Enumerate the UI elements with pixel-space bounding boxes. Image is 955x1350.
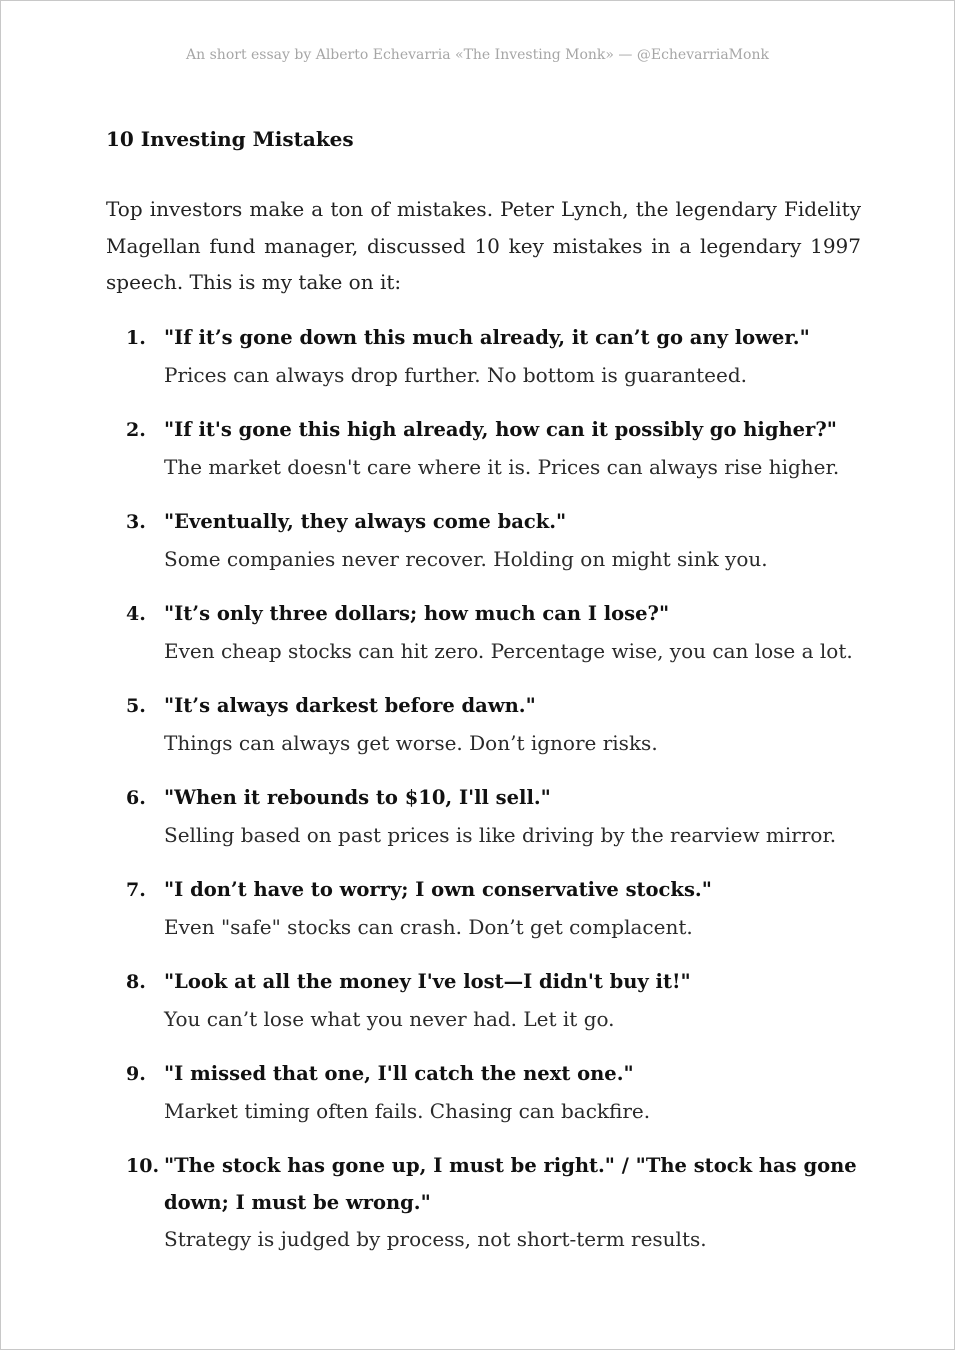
mistake-quote: "If it's gone this high already, how can it possibly go higher?"	[164, 418, 837, 441]
mistake-item-5	[106, 688, 866, 761]
mistake-item-6	[106, 780, 866, 853]
mistake-number: 8.	[126, 971, 146, 993]
mistakes-list	[106, 320, 866, 1277]
document-title: 10 Investing Mistakes	[106, 127, 354, 151]
mistake-number: 3.	[126, 511, 146, 533]
mistake-note: Even cheap stocks can hit zero. Percentage wise, you can lose a lot.	[164, 638, 853, 663]
mistake-number: 7.	[126, 879, 146, 901]
mistake-quote: "I don’t have to worry; I own conservative stocks."	[164, 878, 712, 901]
mistake-number: 1.	[126, 327, 146, 349]
mistake-item-7	[106, 872, 866, 945]
mistake-item-2	[106, 412, 866, 485]
mistake-number: 2.	[126, 419, 146, 441]
mistake-number: 5.	[126, 695, 146, 717]
mistake-number: 9.	[126, 1063, 146, 1085]
intro-paragraph: Top investors make a ton of mistakes. Peter Lynch, the legendary Fidelity Magellan fund manager, discussed 10 key mistakes in a legendary 1997 speech. This is my take on it:	[106, 197, 861, 294]
mistake-note: Market timing often fails. Chasing can backfire.	[164, 1098, 651, 1123]
mistake-item-8	[106, 964, 866, 1037]
mistake-number: 4.	[126, 603, 146, 625]
mistake-number: 6.	[126, 787, 146, 809]
mistake-note: The market doesn't care where it is. Prices can always rise higher.	[164, 454, 840, 479]
mistake-quote: "When it rebounds to $10, I'll sell."	[164, 786, 551, 809]
mistake-note: You can’t lose what you never had. Let it go.	[164, 1006, 615, 1031]
mistake-note: Prices can always drop further. No bottom is guaranteed.	[164, 362, 747, 387]
mistake-quote: "I missed that one, I'll catch the next one."	[164, 1062, 634, 1085]
mistake-note: Things can always get worse. Don’t ignore risks.	[164, 730, 658, 755]
mistake-quote: "Look at all the money I've lost—I didn't buy it!"	[164, 970, 691, 993]
mistake-item-4	[106, 596, 866, 669]
mistake-note: Even "safe" stocks can crash. Don’t get complacent.	[164, 914, 693, 939]
mistake-quote: "It’s only three dollars; how much can I lose?"	[164, 602, 670, 625]
mistake-note: Some companies never recover. Holding on might sink you.	[164, 546, 768, 571]
mistake-note: Selling based on past prices is like driving by the rearview mirror.	[164, 822, 837, 847]
mistake-note: Strategy is judged by process, not short-term results.	[164, 1227, 707, 1251]
byline: An short essay by Alberto Echevarria «The Investing Monk» — @EchevarriaMonk	[186, 47, 769, 63]
mistake-item-1	[106, 320, 866, 393]
mistake-quote: "It’s always darkest before dawn."	[164, 694, 536, 717]
mistake-number: 10.	[126, 1155, 160, 1177]
mistake-item-9	[106, 1056, 866, 1129]
mistake-quote: "Eventually, they always come back."	[164, 510, 567, 533]
mistake-quote: "The stock has gone up, I must be right." / "The stock has gone down; I must be wrong."	[164, 1154, 857, 1214]
mistake-quote: "If it’s gone down this much already, it can’t go any lower."	[164, 326, 810, 349]
mistake-item-3	[106, 504, 866, 577]
mistake-item-10	[106, 1148, 866, 1258]
